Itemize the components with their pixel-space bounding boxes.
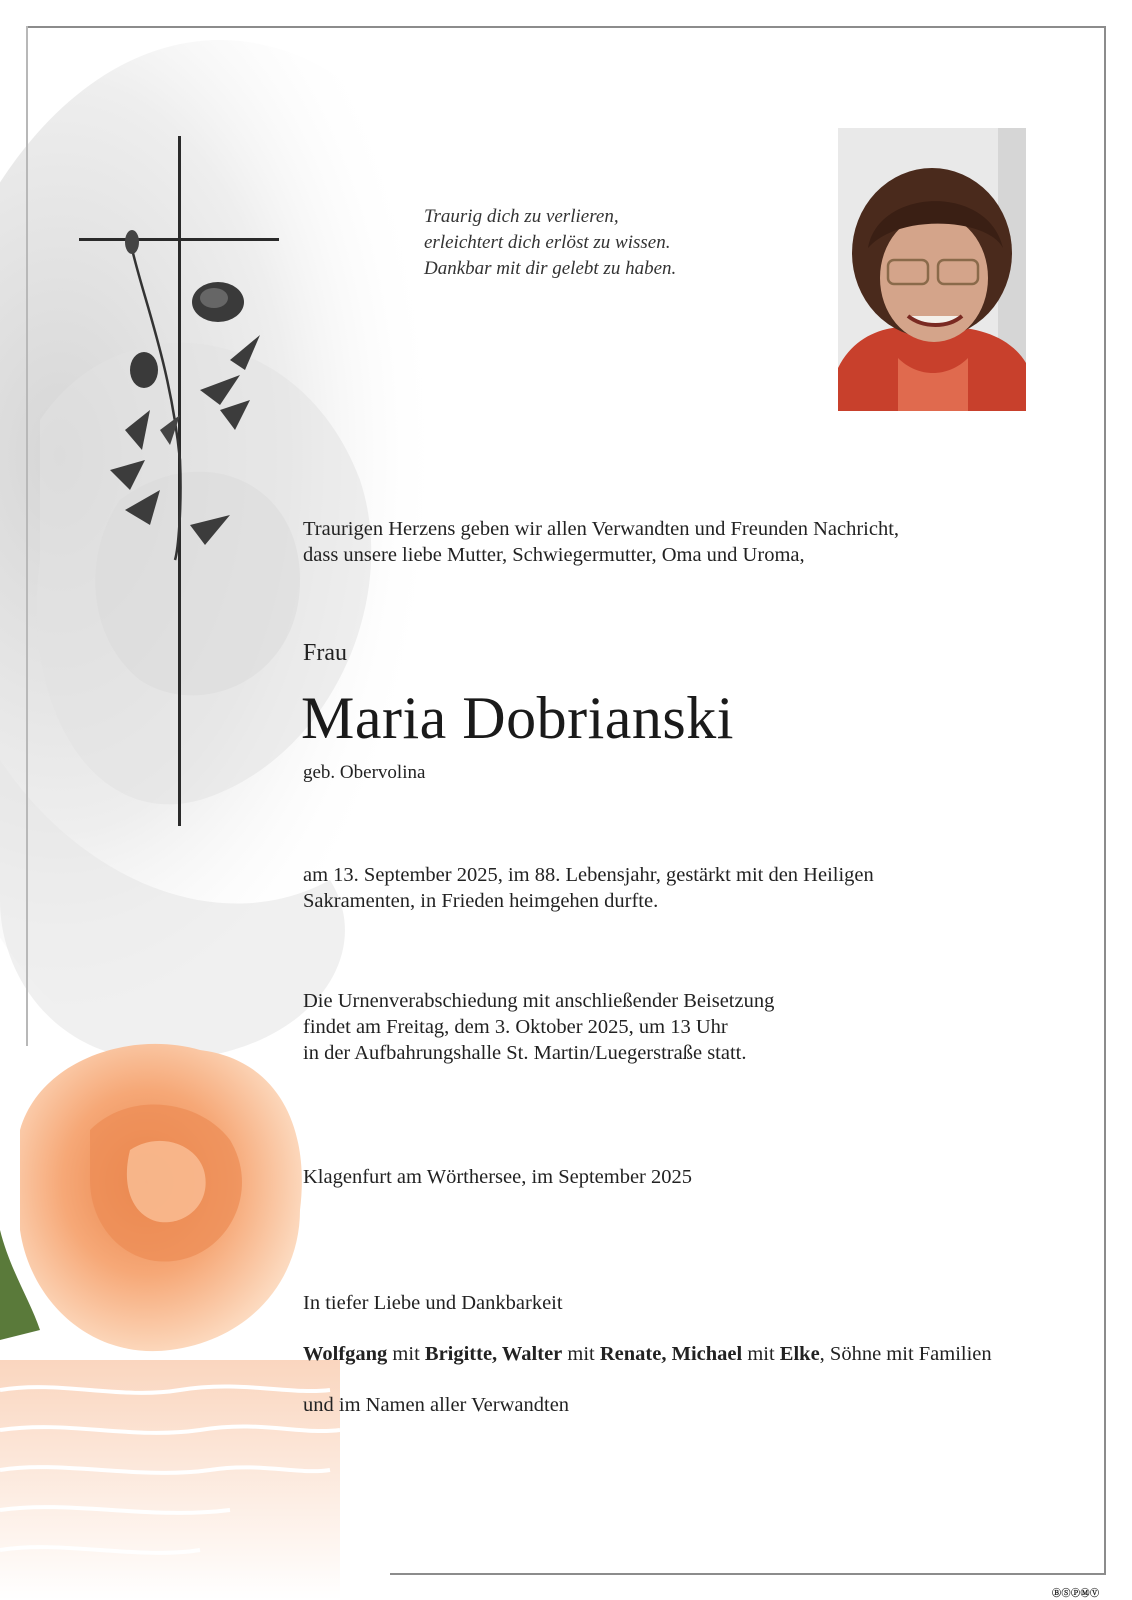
verse-line: erleichtert dich erlöst zu wissen.: [424, 232, 671, 253]
deceased-birth-name: geb. Obervolina: [303, 762, 426, 783]
death-line: Sakramenten, in Frieden heimgehen durfte.: [303, 890, 659, 912]
frame-right-line: [1104, 26, 1106, 1574]
verse-line: Traurig dich zu verlieren,: [424, 206, 619, 227]
death-line: am 13. September 2025, im 88. Lebensjahr, gestärkt mit den Heiligen: [303, 864, 874, 886]
mourners-names-line: [303, 1341, 992, 1367]
cross-with-rose-icon: [70, 130, 290, 830]
mourner-name: Elke: [779, 1343, 820, 1365]
frame-bottom-line: [390, 1573, 1106, 1575]
mourner-name: Wolfgang: [303, 1343, 388, 1365]
mourners-intro-line: In tiefer Liebe und Dankbarkeit: [303, 1292, 563, 1314]
frame-left-line: [26, 26, 28, 1046]
memorial-verse: [424, 204, 676, 282]
intro-paragraph: [303, 516, 899, 568]
mourners-names: [303, 1341, 992, 1367]
printer-logo: ⒷⓈⓅⓂⓋ: [1052, 1589, 1100, 1599]
portrait-photo: [838, 128, 1026, 411]
mourner-name: Renate, Michael: [599, 1343, 743, 1365]
mourners-closing: [303, 1392, 569, 1418]
intro-line: Traurigen Herzens geben wir allen Verwandten und Freunden Nachricht,: [303, 518, 900, 540]
frame-top-line: [26, 26, 1106, 28]
mourner-connector: mit: [562, 1343, 600, 1365]
place-date-line: Klagenfurt am Wörthersee, im September 2025: [303, 1166, 692, 1188]
mourner-connector: mit: [387, 1343, 425, 1365]
ceremony-line: findet am Freitag, dem 3. Oktober 2025, um 13 Uhr: [303, 1016, 728, 1038]
mourners-intro: [303, 1290, 563, 1316]
ceremony-paragraph: [303, 988, 774, 1066]
mourner-connector: , Söhne mit Familien: [819, 1343, 992, 1365]
mourner-connector: mit: [742, 1343, 780, 1365]
intro-line: dass unsere liebe Mutter, Schwiegermutter, Oma und Uroma,: [303, 544, 805, 566]
mourners-closing-line: und im Namen aller Verwandten: [303, 1394, 570, 1416]
deceased-name: Maria Dobrianski: [301, 685, 734, 751]
ceremony-line: Die Urnenverabschiedung mit anschließender Beisetzung: [303, 990, 775, 1012]
deceased-title: Frau: [303, 640, 347, 666]
death-paragraph: [303, 862, 874, 914]
ceremony-line: in der Aufbahrungshalle St. Martin/Luegerstraße statt.: [303, 1042, 747, 1064]
verse-line: Dankbar mit dir gelebt zu haben.: [424, 258, 677, 279]
place-date: [303, 1164, 692, 1190]
mourner-name: Brigitte, Walter: [424, 1343, 563, 1365]
